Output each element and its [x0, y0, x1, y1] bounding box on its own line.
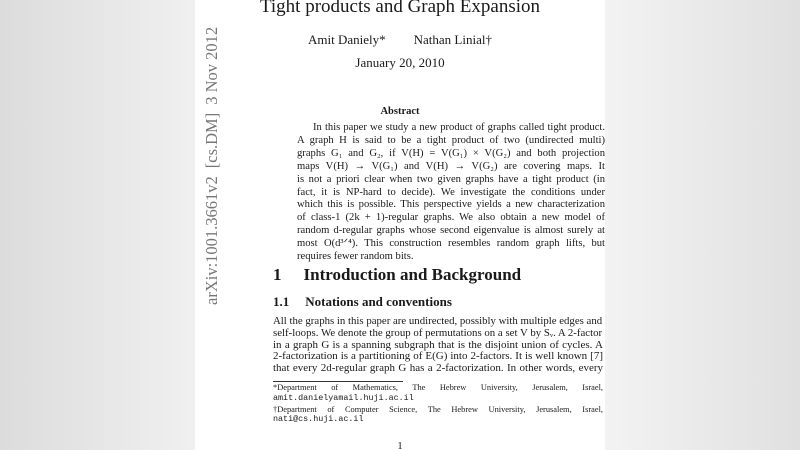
- paper-date: January 20, 2010: [355, 55, 445, 70]
- author: Nathan Linial†: [413, 32, 492, 47]
- footnote-rule: [273, 381, 403, 382]
- subsection-heading: [273, 294, 452, 309]
- subsection-number: 1.1: [273, 294, 290, 309]
- viewer-background-left: [0, 0, 195, 450]
- footnote-text: *Department of Mathematics, The Hebrew University, Jerusalem, Israel,: [273, 383, 603, 392]
- arxiv-date: 3 Nov 2012: [202, 26, 221, 105]
- paper-page: [195, 0, 605, 450]
- page-number: 1: [397, 440, 403, 450]
- abstract-heading: Abstract: [380, 106, 420, 117]
- abstract-line: A graph H is said to be a tight product of two (undirected multi): [297, 134, 605, 146]
- body-line: 2-factorization is a partitioning of E(G) into 2-factors. It is well known [7]: [273, 350, 603, 363]
- viewer-background-right: [605, 0, 800, 450]
- section-heading: [273, 265, 521, 285]
- abstract-line: maps V(H) → V(G₁) and V(H) → V(G₂) are covering maps. It: [297, 160, 605, 172]
- abstract-line: random d-regular graphs whose second eigenvalue is almost surely at: [297, 225, 605, 237]
- body-line: that every 2d-regular graph G has a 2-factorization. In other words, every: [273, 362, 603, 375]
- footnote-email: amit.danielyamail.huji.ac.il: [273, 393, 414, 403]
- section-title: Introduction and Background: [303, 265, 522, 284]
- abstract-line: most O(d³ᐟ⁴). This construction resembles random graph lifts, but: [297, 238, 605, 250]
- abstract-line: which this is possible. This perspective yields a new characterization: [297, 199, 605, 211]
- abstract-line: fact, it is NP-hard to decide). We investigate the conditions under: [297, 186, 605, 198]
- body-line: self-loops. We denote the group of permutations on a set V by Sᵥ. A 2-factor: [273, 326, 603, 339]
- authors: [195, 32, 605, 47]
- footnote-email: nati@cs.huji.ac.il: [273, 414, 364, 424]
- body-line: All the graphs in this paper are undirected, possibly with multiple edges and: [273, 315, 603, 327]
- abstract-line: requires fewer random bits.: [297, 251, 414, 262]
- footnote-text: †Department of Computer Science, The Hebrew University, Jerusalem, Israel,: [273, 405, 603, 414]
- abstract-line: In this paper we study a new product of graphs called tight product.: [313, 122, 605, 133]
- arxiv-id: arXiv:1001.3661v2: [202, 176, 221, 305]
- body-line: in a graph G is a spanning subgraph that is the disjoint union of cycles. A: [273, 338, 603, 351]
- abstract-line: is not a priori clear when two given graphs have a tight product (in: [297, 173, 605, 185]
- author: Amit Daniely*: [308, 32, 386, 47]
- abstract-line: graphs G₁ and G₂, if V(H) = V(G₁) × V(G₂) and both projection: [297, 147, 605, 159]
- section-number: 1: [273, 265, 282, 284]
- abstract-line: of class-1 (2k + 1)-regular graphs. We also obtain a new model of: [297, 212, 605, 224]
- subsection-title: Notations and conventions: [305, 294, 452, 309]
- arxiv-category: [cs.DM]: [202, 112, 221, 169]
- paper-title: Tight products and Graph Expansion: [259, 0, 541, 17]
